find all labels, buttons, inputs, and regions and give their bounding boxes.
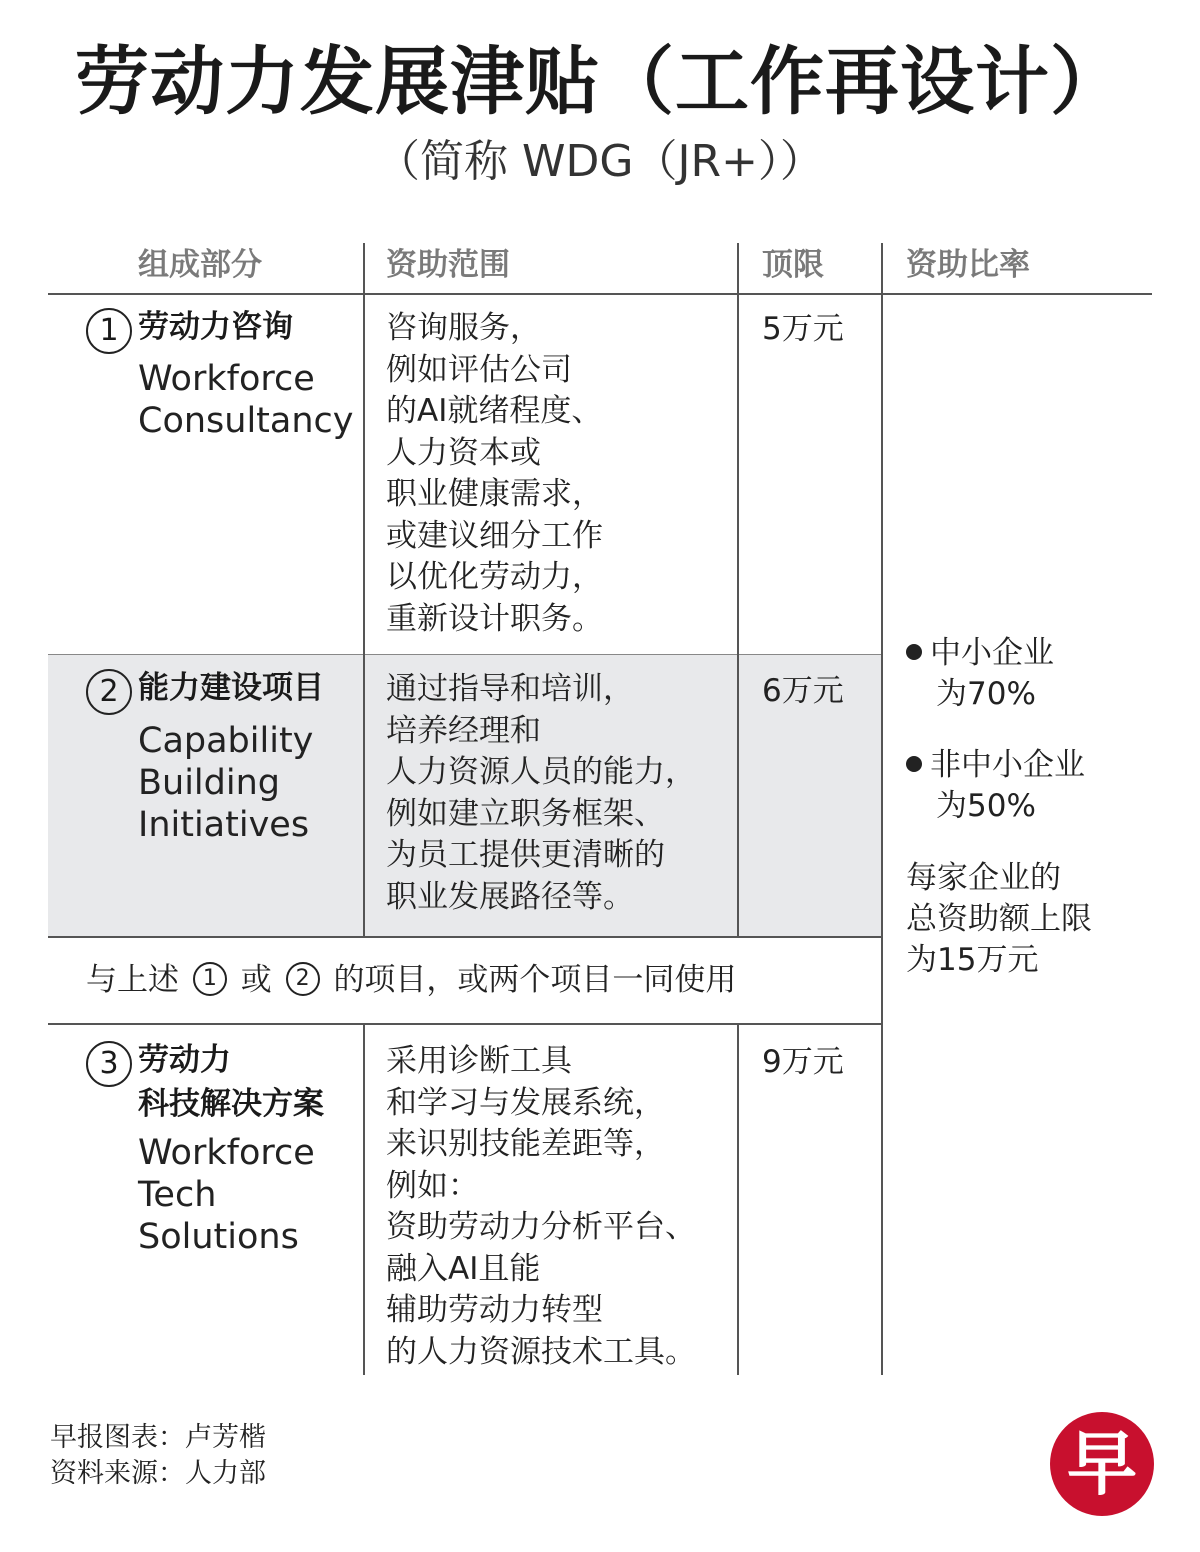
row-1-name-cn: 劳动力咨询 bbox=[138, 309, 293, 345]
rate-non-sme: 非中小企业 为50% bbox=[906, 745, 1085, 827]
combine-note: 与上述 1 或 2 的项目，或两个项目一同使用 bbox=[86, 962, 737, 998]
bullet-icon bbox=[906, 644, 922, 660]
row-1-number: 1 bbox=[86, 308, 132, 354]
inline-number-1: 1 bbox=[193, 962, 227, 996]
col-divider-1b bbox=[363, 1025, 365, 1375]
header-component: 组成部分 bbox=[138, 247, 262, 283]
header-cap: 顶限 bbox=[762, 247, 824, 283]
col-divider-header-2 bbox=[737, 243, 739, 293]
col-divider-3 bbox=[881, 295, 883, 1375]
row-2-name-cn: 能力建设项目 bbox=[138, 670, 324, 706]
credits: 早报图表：卢芳楷 资料来源：人力部 bbox=[50, 1422, 266, 1489]
page-subtitle: （简称 WDG（JR+）） bbox=[376, 136, 824, 187]
row-divider-2 bbox=[48, 936, 882, 938]
col-divider-1a bbox=[363, 295, 365, 936]
row-2-cap: 6万元 bbox=[762, 673, 844, 709]
row-3-name-en: Workforce Tech Solutions bbox=[138, 1133, 315, 1257]
row-2-number: 2 bbox=[86, 669, 132, 715]
row-2-name-en: Capability Building Initiatives bbox=[138, 721, 314, 845]
col-divider-header-1 bbox=[363, 243, 365, 293]
col-divider-header-3 bbox=[881, 243, 883, 293]
row-3-cap: 9万元 bbox=[762, 1044, 844, 1080]
col-divider-2a bbox=[737, 295, 739, 936]
rate-total-cap: 每家企业的 总资助额上限 为15万元 bbox=[906, 860, 1092, 978]
inline-number-2: 2 bbox=[286, 962, 320, 996]
row-3-scope: 采用诊断工具 和学习与发展系统， 来识别技能差距等， 例如： 资助劳动力分析平台、 融入AI且能 辅助劳动力转型 的人力资源技术工具。 bbox=[386, 1043, 696, 1370]
page-title: 劳动力发展津贴（工作再设计） bbox=[75, 39, 1125, 125]
rate-sme: 中小企业 为70% bbox=[906, 633, 1054, 715]
row-1-scope: 咨询服务， 例如评估公司 的AI就绪程度、 人力资本或 职业健康需求， 或建议细分工作 以优化劳动力， 重新设计职务。 bbox=[386, 310, 603, 637]
header-scope: 资助范围 bbox=[386, 247, 510, 283]
row-2-scope: 通过指导和培训， 培养经理和 人力资源人员的能力， 例如建立职务框架、 为员工提供更清晰的 职业发展路径等。 bbox=[386, 671, 696, 915]
row-1-name-en: Workforce Consultancy bbox=[138, 359, 354, 441]
col-divider-2b bbox=[737, 1025, 739, 1375]
bullet-icon bbox=[906, 756, 922, 772]
row-3-name-cn: 劳动力 科技解决方案 bbox=[138, 1042, 324, 1122]
row-divider-3 bbox=[48, 1023, 882, 1025]
zaobao-logo: 早 bbox=[1050, 1412, 1154, 1516]
row-1-cap: 5万元 bbox=[762, 311, 844, 347]
row-divider-1 bbox=[48, 654, 882, 655]
header-rate: 资助比率 bbox=[906, 247, 1030, 283]
header-divider bbox=[48, 293, 1152, 295]
row-3-number: 3 bbox=[86, 1041, 132, 1087]
